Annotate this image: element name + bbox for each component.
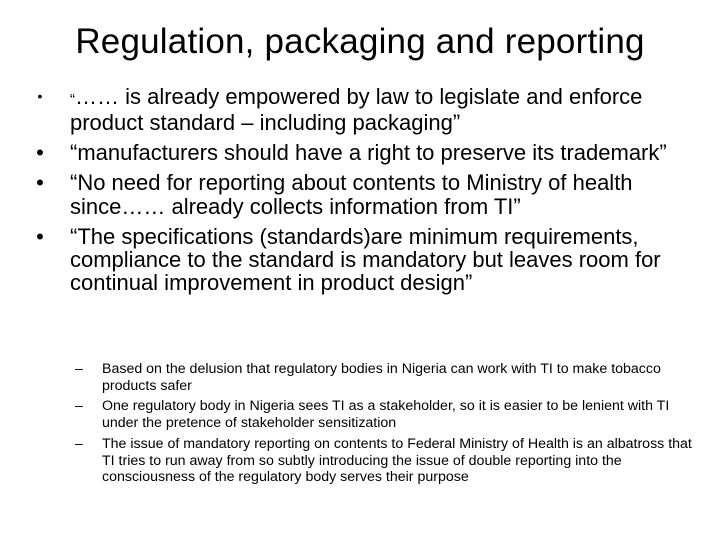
sub-bullet-marker: – bbox=[75, 435, 83, 452]
bullet-marker: • bbox=[36, 223, 44, 249]
bullet-item bbox=[32, 85, 682, 135]
bullet-text: “No need for reporting about contents to Ministry of health since…… already collects information from TI” bbox=[70, 170, 633, 219]
sub-bullet-marker: – bbox=[75, 361, 83, 377]
sub-bullet-item bbox=[75, 398, 695, 431]
sub-bullet-text: One regulatory body in Nigeria sees TI as a stakeholder, so it is easier to be lenient with TI under the pretence of stakeholder sensitization bbox=[102, 398, 670, 432]
bullet-text: …… is already empowered by law to legislate and enforce product standard – including packaging” bbox=[70, 84, 643, 136]
sub-bullet-list bbox=[75, 361, 695, 490]
bullet-list bbox=[32, 85, 682, 301]
bullet-text: “The specifications (standards)are minimum requirements, compliance to the standard is mandatory but leaves room for continual improvement in product design” bbox=[70, 223, 661, 296]
bullet-item bbox=[32, 225, 682, 295]
bullet-item bbox=[32, 141, 682, 164]
bullet-text: “manufacturers should have a right to preserve its trademark” bbox=[70, 140, 667, 166]
sub-bullet-text: Based on the delusion that regulatory bodies in Nigeria can work with TI to make tobacco products safer bbox=[102, 361, 661, 394]
sub-bullet-item bbox=[75, 436, 695, 486]
sub-bullet-item bbox=[75, 361, 695, 394]
bullet-marker: • bbox=[37, 88, 43, 104]
sub-bullet-text: The issue of mandatory reporting on contents to Federal Ministry of Health is an albatross that TI tries to run away from so subtly introducing the issue of double reporting into the consciousness of the regulatory body serves their purpose bbox=[102, 435, 692, 486]
bullet-lead-quote: “ bbox=[70, 91, 75, 108]
bullet-marker: • bbox=[36, 140, 44, 166]
slide-title: Regulation, packaging and reporting bbox=[75, 22, 645, 61]
sub-bullet-marker: – bbox=[75, 398, 83, 415]
bullet-marker: • bbox=[36, 170, 44, 196]
bullet-item bbox=[32, 171, 682, 218]
